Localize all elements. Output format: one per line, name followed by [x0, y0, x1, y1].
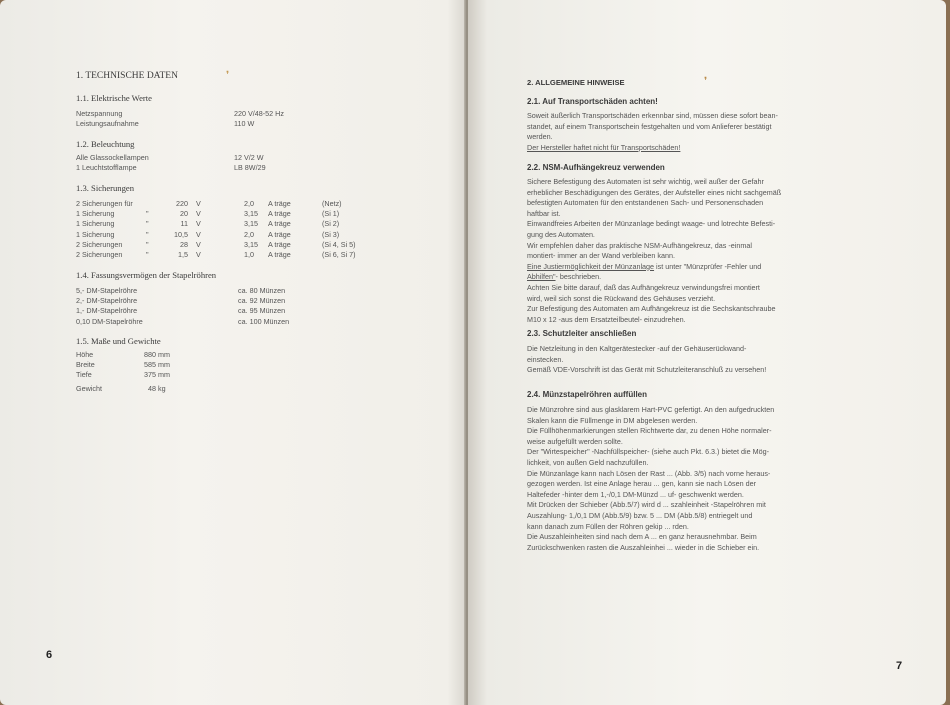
fuse-unit: V [196, 250, 201, 259]
ditto-mark: " [146, 229, 149, 239]
fuse-unit: V [196, 219, 201, 229]
tube-name: 5,- DM-Stapelröhre [76, 286, 138, 295]
text-line: Achten Sie bitte darauf, daß das Aufhängekreuz verwindungsfrei montiert [527, 282, 760, 292]
text-line: Zurückschwenken rasten die Auszahleinhei ... wieder in die Schieber ein. [527, 542, 760, 552]
tube-capacity: ca. 80 Münzen [238, 286, 286, 295]
text-line: gung des Automaten. [527, 229, 595, 239]
weight-value: 48 kg [148, 384, 166, 393]
right-page [468, 0, 946, 705]
section-1-title: 1. TECHNISCHE DATEN [76, 71, 178, 81]
section-2-1-body [527, 111, 849, 153]
section-1-4-title: 1.4. Fassungsvermögen der Stapelröhren [76, 270, 217, 280]
fuse-voltage: 20 [180, 209, 188, 219]
text-line: gezogen werden. Ist eine Anlage herau ... gen, kann sie nach Lösen der [527, 479, 756, 489]
section-2-title: 2. ALLGEMEINE HINWEISE [527, 78, 625, 87]
value-leuchtstofflampe: LB 8W/29 [234, 163, 266, 173]
text-line: Der "Wirtespeicher" -Nachfüllspeicher- (siehe auch Pkt. 6.3.) bietet die Mög- [527, 447, 769, 457]
text-line: haftbar ist. [527, 208, 561, 218]
text-line: Mit Drücken der Schieber (Abb.5/7) wird d ... szahleinheit -Stapelröhren mit [527, 500, 766, 510]
fuse-note: (Si 3) [322, 229, 340, 239]
fuse-type: A träge [268, 199, 291, 208]
fuse-name: 2 Sicherungen für [76, 199, 133, 208]
dimension-name: Breite [76, 360, 95, 370]
fuse-type: A träge [268, 229, 291, 239]
text-line: weise aufgefüllt werden sollte. [527, 436, 623, 446]
lighting-labels [76, 153, 149, 174]
fuse-ampere: 3,15 [244, 219, 258, 229]
fuse-type: A träge [268, 209, 291, 219]
fuse-type: A träge [268, 219, 291, 229]
electrical-labels [76, 109, 139, 130]
pen-mark: ❜ [704, 76, 708, 87]
fuse-unit: V [196, 199, 201, 208]
section-1-1-title: 1.1. Elektrische Werte [76, 93, 152, 103]
text-line: werden. [527, 132, 553, 142]
fuse-ampere: 3,15 [244, 209, 258, 219]
fuse-name: 2 Sicherungen [76, 239, 123, 249]
section-2-2-body [527, 177, 849, 325]
fuse-ampere: 1,0 [244, 250, 254, 259]
tube-name: 0,10 DM-Stapelröhre [76, 316, 143, 326]
fuse-name: 1 Sicherung [76, 219, 115, 229]
fuse-voltage: 10,5 [174, 229, 188, 239]
section-2-1-title: 2.1. Auf Transportschäden achten! [527, 97, 658, 106]
fuse-type: A träge [268, 250, 291, 259]
fuse-unit: V [196, 209, 201, 219]
section-2-3-title: 2.3. Schutzleiter anschließen [527, 329, 637, 338]
fuse-voltage: 220 [176, 199, 188, 208]
fuse-ampere: 3,15 [244, 239, 258, 249]
text-line: kann danach zum Füllen der Röhren gekip ... rden. [527, 521, 689, 531]
dimension-name: Höhe [76, 350, 94, 359]
ditto-mark: " [146, 250, 149, 259]
dimension-name: Tiefe [76, 370, 92, 380]
ditto-mark: " [146, 219, 149, 229]
text-line: Die Auszahleinheiten sind nach dem A ... en ganz herausnehmbar. Beim [527, 532, 757, 542]
text-line: Die Netzleitung in den Kaltgerätestecker -auf der Gehäuserückwand- [527, 344, 747, 353]
fuse-note: (Si 4, Si 5) [322, 239, 356, 249]
text-line: lichkeit, von außen Geld nachzufüllen. [527, 457, 649, 467]
dimension-value: 880 mm [144, 350, 170, 359]
text-line: Wir empfehlen daher das praktische NSM-Aufhängekreuz, das -einmal [527, 240, 752, 250]
tube-capacity: ca. 100 Münzen [238, 316, 290, 326]
text-line: Auszahlung- 1,/0,1 DM (Abb.5/9) bzw. 5 ... DM (Abb.5/8) entriegelt und [527, 510, 753, 520]
text-line: M10 x 12 -aus dem Ersatzteilbeutel- einzudrehen. [527, 314, 686, 324]
fuse-type: A träge [268, 239, 291, 249]
dimension-value: 585 mm [144, 360, 170, 370]
label-glassockellampen: Alle Glassockellampen [76, 153, 149, 162]
liability-notice: Der Hersteller haftet nicht für Transportschäden! [527, 142, 681, 152]
text-line: befestigten Automaten für den entstandenen Sach- und Personenschaden [527, 198, 764, 208]
text-line: Gemäß VDE-Vorschrift ist das Gerät mit Schutzleiteranschluß zu versehen! [527, 365, 767, 375]
text-line: Zur Befestigung des Automaten am Aufhängekreuz ist die Sechskantschraube [527, 304, 776, 314]
remedy-reference: Abhilfen" [527, 272, 556, 282]
section-2-3-body [527, 344, 849, 376]
value-glassockellampen: 12 V/2 W [234, 153, 264, 162]
ditto-mark: " [146, 209, 149, 219]
text-line: Soweit äußerlich Transportschäden erkennbar sind, müssen diese sofort bean- [527, 111, 778, 120]
adjustment-reference: Eine Justiermöglichkeit der Münzanlage [527, 261, 655, 271]
label-leuchtstofflampe: 1 Leuchtstofflampe [76, 163, 137, 173]
label-leistungsaufnahme: Leistungsaufnahme [76, 119, 139, 129]
value-leistungsaufnahme: 110 W [234, 119, 255, 129]
text-line: einstecken. [527, 354, 564, 364]
fuse-ampere: 2,0 [244, 229, 254, 239]
text-line: Skalen kann die Füllmenge in DM abgelesen werden. [527, 415, 698, 425]
text-line: Sichere Befestigung des Automaten ist sehr wichtig, weil außer der Gefahr [527, 177, 764, 186]
dimension-value: 375 mm [144, 370, 170, 380]
page-number-right: 7 [896, 660, 903, 672]
fuse-voltage: 28 [180, 239, 188, 249]
page-number-left: 6 [46, 649, 53, 661]
fuse-voltage: 11 [180, 219, 188, 229]
text-line: montiert- immer an der Wand verbleiben kann. [527, 251, 675, 261]
pen-mark: ❜ [226, 70, 230, 81]
tube-capacity: ca. 92 Münzen [238, 296, 286, 306]
fuse-note: (Netz) [322, 199, 342, 208]
tube-capacity: ca. 95 Münzen [238, 306, 286, 316]
fuse-note: (Si 2) [322, 219, 340, 229]
fuse-name: 1 Sicherung [76, 209, 115, 219]
text-line: Einwandfreies Arbeiten der Münzanlage bedingt waage- und lotrechte Befesti- [527, 219, 776, 229]
text-line: standet, auf einem Transportschein festgehalten und vom Anlieferer bestätigt [527, 121, 772, 131]
tube-name: 1,- DM-Stapelröhre [76, 306, 138, 316]
section-1-2-title: 1.2. Beleuchtung [76, 139, 135, 149]
value-netzspannung: 220 V/48-52 Hz [234, 109, 284, 118]
ditto-mark: " [146, 239, 149, 249]
electrical-values [234, 109, 284, 130]
text-line: ist unter "Münzprüfer -Fehler und [654, 261, 762, 271]
fuse-voltage: 1,5 [178, 250, 188, 259]
section-2-4-body [527, 405, 849, 553]
text-line: - beschrieben. [555, 272, 602, 282]
fuse-name: 2 Sicherungen [76, 250, 123, 259]
fuse-unit: V [196, 239, 201, 249]
section-1-3-title: 1.3. Sicherungen [76, 183, 134, 193]
fuse-ampere: 2,0 [244, 199, 254, 208]
text-line: Die Füllhöhenmarkierungen stellen Richtwerte dar, zu denen Höhe normaler- [527, 426, 772, 436]
label-netzspannung: Netzspannung [76, 109, 123, 118]
lighting-values [234, 153, 266, 174]
section-1-5-title: 1.5. Maße und Gewichte [76, 336, 161, 346]
fuse-note: (Si 6, Si 7) [322, 250, 356, 259]
weight-label: Gewicht [76, 384, 102, 393]
tube-name: 2,- DM-Stapelröhre [76, 296, 138, 306]
text-line: Die Münzrohre sind aus glasklarem Hart-PVC gefertigt. An den aufgedruckten [527, 405, 775, 414]
section-2-4-title: 2.4. Münzstapelröhren auffüllen [527, 390, 648, 399]
text-line: wird, weil sich sonst die Rückwand des Gehäuses verzieht. [527, 293, 716, 303]
text-line: Haltefeder -hinter dem 1,-/0,1 DM-Münzd ... uf- geschwenkt werden. [527, 489, 744, 499]
text-line: Die Münzanlage kann nach Lösen der Rast ... (Abb. 3/5) nach vorne heraus- [527, 468, 771, 478]
left-page [0, 0, 466, 705]
fuse-name: 1 Sicherung [76, 229, 115, 239]
fuse-unit: V [196, 229, 201, 239]
text-line: erheblicher Beschädigungen des Gerätes, der Aufsteller eines nicht sachgemäß [527, 187, 782, 197]
fuse-note: (Si 1) [322, 209, 340, 219]
section-2-2-title: 2.2. NSM-Aufhängekreuz verwenden [527, 163, 665, 172]
